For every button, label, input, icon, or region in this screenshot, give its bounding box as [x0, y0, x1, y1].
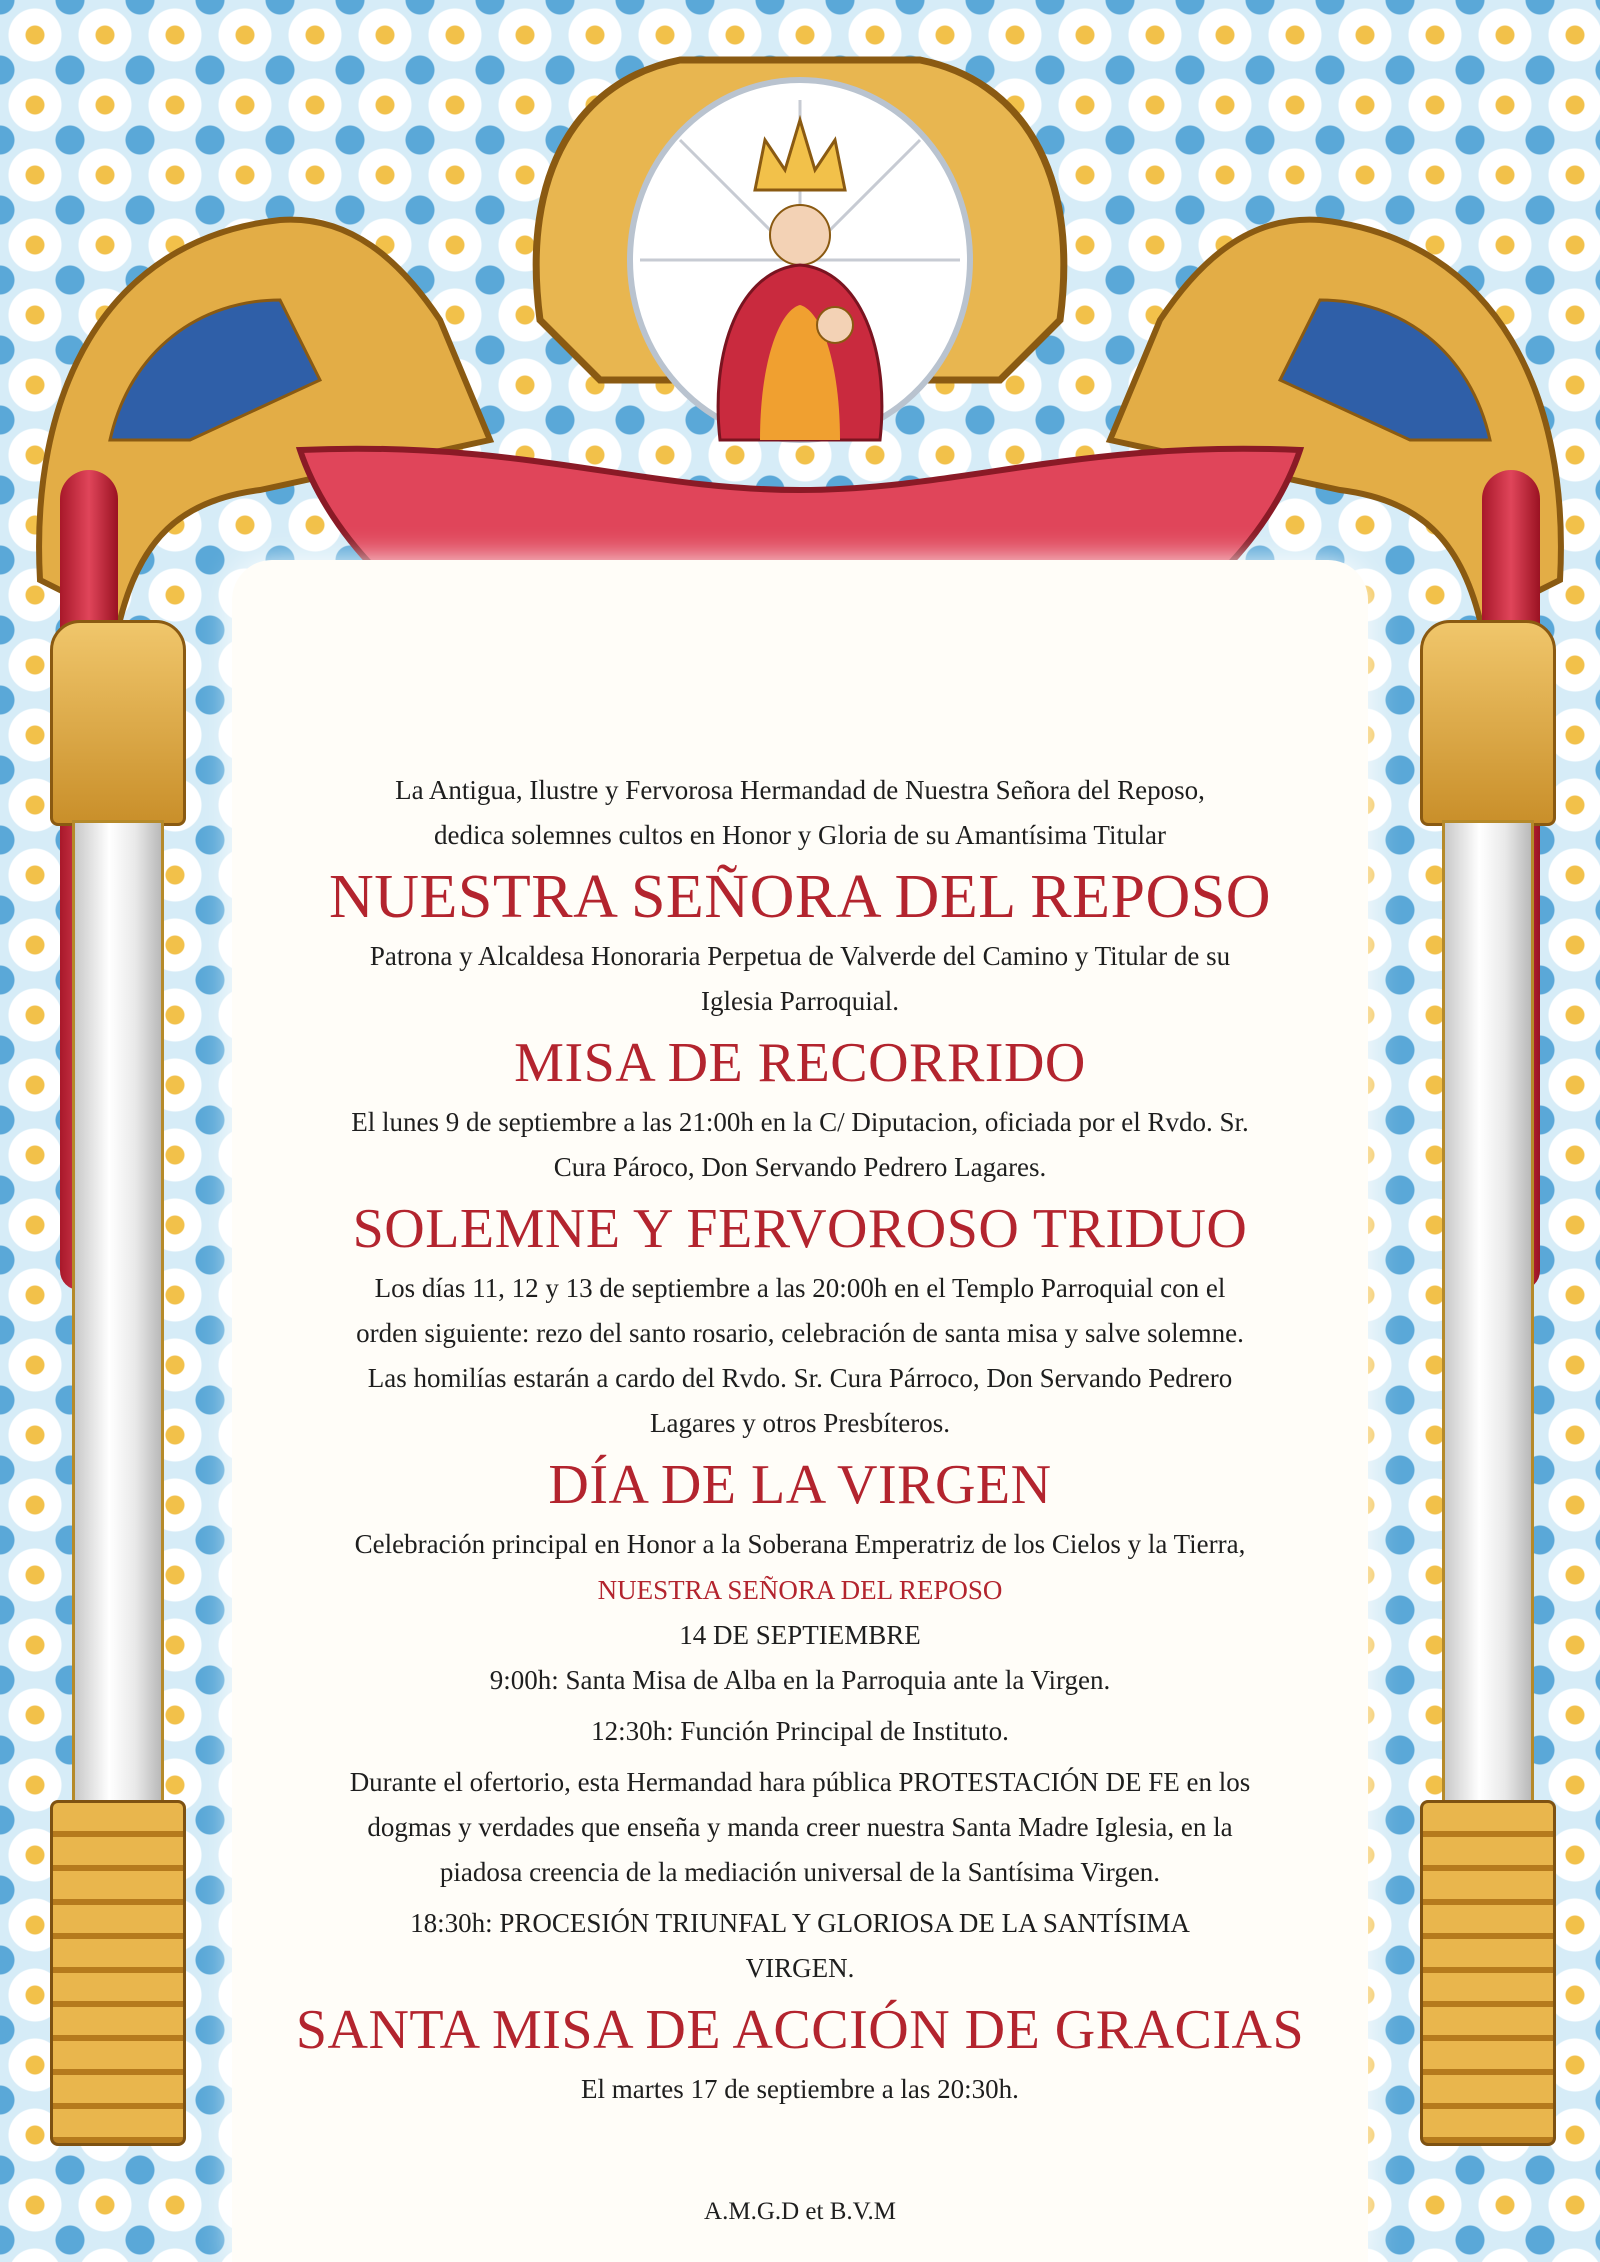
triduo-line-3: Las homilías estarán a cardo del Rvdo. Sr. Cura Párroco, Don Servando Pedrero — [367, 1363, 1233, 1393]
procesion-line-1: 18:30h: PROCESIÓN TRIUNFAL Y GLORIOSA DE LA SANTÍSIMA — [410, 1908, 1190, 1938]
dia-virgen-heading: DÍA DE LA VIRGEN — [548, 1454, 1052, 1516]
virgin-face — [770, 205, 830, 265]
right-column-base — [1420, 1800, 1556, 2146]
triduo-line-2: orden siguiente: rezo del santo rosario, celebración de santa misa y salve solemne. — [356, 1318, 1244, 1348]
dia-virgen-event-2: 12:30h: Función Principal de Instituto. — [591, 1716, 1009, 1746]
left-column-base — [50, 1800, 186, 2146]
ofertorio-line-3: piadosa creencia de la mediación universal de la Santísima Virgen. — [439, 1857, 1161, 1887]
left-column-capital — [50, 620, 186, 826]
procesion-line-2: VIRGEN. — [745, 1953, 855, 1983]
left-column-shaft — [72, 820, 164, 1806]
title-subline-1: Patrona y Alcaldesa Honoraria Perpetua de Valverde del Camino y Titular de su — [369, 941, 1231, 971]
accion-gracias-line-1: El martes 17 de septiembre a las 20:30h. — [581, 2074, 1019, 2104]
footer-motto: A.M.G.D et B.V.M — [704, 2198, 896, 2225]
misa-recorrido-heading: MISA DE RECORRIDO — [514, 1032, 1086, 1094]
ofertorio-line-1: Durante el ofertorio, esta Hermandad hara pública PROTESTACIÓN DE FE en los — [349, 1767, 1251, 1797]
dia-virgen-date: 14 DE SEPTIEMBRE — [679, 1620, 921, 1650]
dia-virgen-line-1: Celebración principal en Honor a la Soberana Emperatriz de los Cielos y la Tierra, — [354, 1529, 1246, 1559]
intro-line-1: La Antigua, Ilustre y Fervorosa Hermandad de Nuestra Señora del Reposo, — [395, 775, 1205, 805]
dia-virgen-red-line: NUESTRA SEÑORA DEL REPOSO — [597, 1575, 1003, 1605]
misa-recorrido-line-1: El lunes 9 de septiembre a las 21:00h en la C/ Diputacion, oficiada por el Rvdo. Sr. — [351, 1107, 1249, 1137]
left-column — [50, 620, 180, 2140]
right-column-shaft — [1442, 820, 1534, 1806]
accion-gracias-heading: SANTA MISA DE ACCIÓN DE GRACIAS — [295, 1999, 1305, 2061]
intro-line-2: dedica solemnes cultos en Honor y Gloria de su Amantísima Titular — [434, 820, 1166, 850]
triduo-line-1: Los días 11, 12 y 13 de septiembre a las 20:00h en el Templo Parroquial con el — [374, 1273, 1226, 1303]
ofertorio-line-2: dogmas y verdades que enseña y manda creer nuestra Santa Madre Iglesia, en la — [367, 1812, 1233, 1842]
triduo-heading: SOLEMNE Y FERVOROSO TRIDUO — [352, 1198, 1248, 1260]
right-column — [1420, 620, 1550, 2140]
child-figure — [817, 307, 853, 343]
title-subline-2: Iglesia Parroquial. — [701, 986, 899, 1016]
right-column-capital — [1420, 620, 1556, 826]
main-title: NUESTRA SEÑORA DEL REPOSO — [328, 863, 1272, 931]
dia-virgen-event-1: 9:00h: Santa Misa de Alba en la Parroquia ante la Virgen. — [489, 1665, 1111, 1695]
misa-recorrido-line-2: Cura Pároco, Don Servando Pedrero Lagares. — [553, 1152, 1047, 1182]
announcement-text — [250, 768, 1350, 2112]
triduo-line-4: Lagares y otros Presbíteros. — [650, 1408, 950, 1438]
